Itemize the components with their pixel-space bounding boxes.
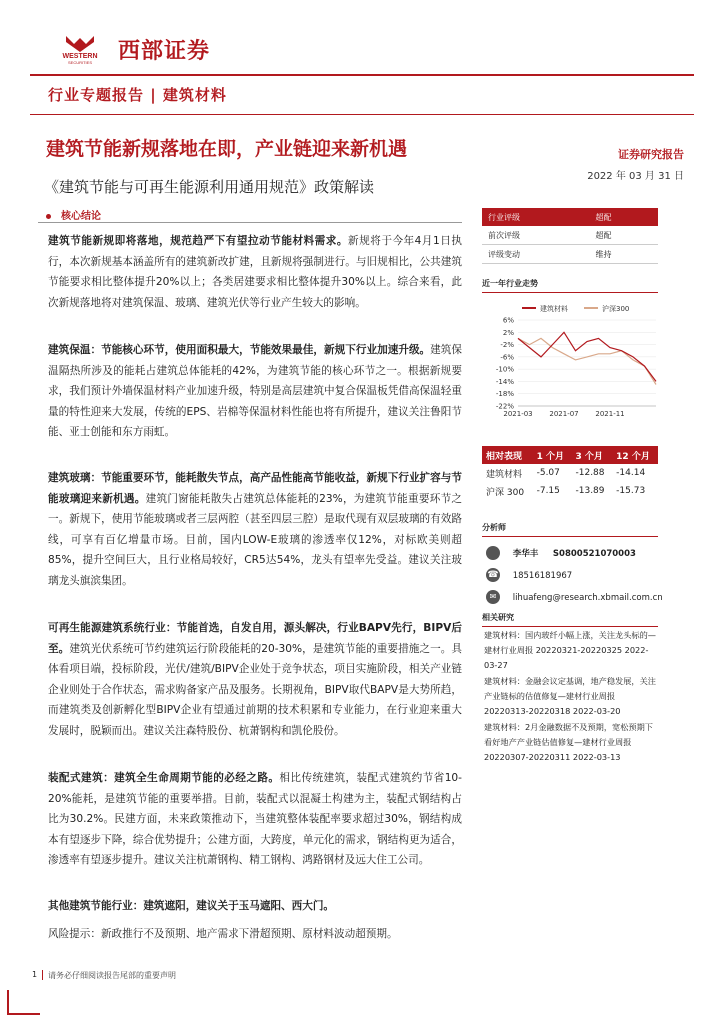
- rating-value: 超配: [590, 226, 658, 245]
- table-cell: -14.14: [616, 468, 646, 478]
- y-tick-label: -6%: [500, 353, 514, 362]
- table-cell: -13.89: [575, 486, 605, 496]
- legend-label: 沪深300: [602, 305, 630, 313]
- performance-header: 12 个月: [612, 446, 658, 464]
- analyst-name: 李华丰: [512, 548, 539, 559]
- table-cell: 建筑材料: [486, 469, 523, 480]
- y-tick-label: 2%: [502, 328, 514, 337]
- logo-en-sub: SECURITIES: [67, 60, 93, 64]
- bullet-icon: [46, 214, 51, 219]
- risk-note: 风险提示：新政推行不及预期、地产需求下滑超预期、原材料波动超预期。: [48, 928, 398, 940]
- chart-label: 近一年行业走势: [482, 279, 538, 288]
- paragraph: 建筑玻璃：节能重要环节，能耗散失节点，高产品性能高节能收益，新规下行业扩容与节能玻璃迎来新机遇。建筑门窗能耗散失占建筑总体能耗的23%，为建筑节能重要环节之一。新规下，使用节能玻璃或者三层两腔（甚至四层三腔）是取代现有双层玻璃的有效路线，可享有百亿增量市场。目前，国内LOW-E玻璃的渗透率仅12%，对标欧美则超85%，提升空间巨大，且行业格局较好，CR5达54%，龙头有望率先受益。建议关注玻璃龙头旗滨集团。: [48, 472, 463, 587]
- chart-divider: [482, 292, 658, 293]
- chart-series: [518, 332, 656, 384]
- analyst-divider: [482, 536, 658, 537]
- report-subtitle: 《建筑节能与可再生能源利用通用规范》政策解读: [44, 178, 375, 196]
- logo-en: WESTERN: [62, 53, 98, 60]
- chart-legend: [522, 304, 629, 313]
- performance-header: 1 个月: [533, 446, 572, 464]
- performance-header-row: [482, 446, 658, 464]
- rating-table: [482, 208, 658, 264]
- report-title: 建筑节能新规落地在即，产业链迎来新机遇: [46, 138, 408, 160]
- report-type: 证券研究报告: [618, 148, 684, 161]
- header-divider: [30, 74, 694, 76]
- table-cell: 沪深 300: [486, 487, 525, 498]
- rating-row: [482, 208, 658, 226]
- report-category: 行业专题报告 | 建筑材料: [48, 86, 227, 104]
- title-divider: [30, 114, 694, 115]
- paragraph: 可再生能源建筑系统行业：节能首选，自发自用，源头解决，行业BAPV先行，BIPV后至。建筑光伏系统可节约建筑运行阶段能耗的20-30%，是建筑节能的重要措施之一。具体看项目端，投标阶段，光伏/建筑/BIPV企业处于竞争状态，项目实施阶段，相关产业链企业则处于合作状态，需求购备家产品及服务。长期视角，BIPV取代BAPV是大势所趋，而建筑类及创新孵化型BIPV企业有望通过前期的技术积累和专业能力，在行业迎来重大发展时，脱颖而出。建议关注森特股份、杭萧钢构和凯伦股份。: [48, 622, 462, 737]
- analyst-row: [486, 546, 636, 560]
- rating-row: [482, 245, 658, 264]
- x-tick-label: 2021-03: [503, 410, 533, 418]
- report-date: 2022 年 03 月 31 日: [587, 171, 684, 182]
- rating-row: [482, 226, 658, 245]
- y-axis: [496, 317, 656, 411]
- y-tick-label: -14%: [495, 377, 514, 386]
- performance-header: 相对表现: [482, 446, 533, 464]
- logo-cn: 西部证券: [118, 39, 211, 64]
- industry-trend-chart: [482, 300, 662, 425]
- table-cell: -5.07: [536, 468, 560, 478]
- footer-note: 请务必仔细阅读报告尾部的重要声明: [48, 971, 176, 980]
- rating-label: 行业评级: [482, 208, 590, 226]
- email-row: [486, 590, 663, 604]
- corner-decoration: [0, 990, 40, 1024]
- y-tick-label: 6%: [502, 316, 514, 325]
- analyst-section: 分析师: [482, 523, 506, 532]
- table-row: [482, 464, 658, 482]
- table-cell: -7.15: [536, 486, 560, 496]
- paragraph: 建筑节能新规即将落地，规范趋严下有望拉动节能材料需求。新规将于今年4月1日执行，本次新规基本涵盖所有的建筑新改扩建，且新规将强制进行。与旧规相比，公共建筑节能要求相比整体提升20%以上；各类居建要求相比整体提升30%以上。综合来看，此次新规落地将对建筑保温、玻璃、建筑光伏等行业产生较大的影响。: [48, 235, 462, 309]
- person-icon: [486, 546, 500, 560]
- rating-label: 前次评级: [482, 226, 590, 245]
- analyst-cert: S0800521070003: [552, 548, 636, 559]
- y-tick-label: -18%: [495, 390, 514, 399]
- related-item[interactable]: 建筑材料：国内玻纤小幅上涨，关注龙头标的—建材行业周报 20220321-20220325 2022-03-27: [484, 630, 656, 670]
- performance-table: [482, 446, 658, 500]
- x-tick-label: 2021-07: [549, 410, 579, 418]
- company-logo: [48, 34, 112, 64]
- related-item[interactable]: 建筑材料：金融会议定基调，地产稳发展，关注产业链标的估值修复—建材行业周报 20220313-20220318 2022-03-20: [484, 676, 656, 716]
- table-row: [482, 482, 658, 500]
- table-cell: -15.73: [616, 486, 646, 496]
- phone-row: [486, 568, 572, 582]
- series-line: [518, 338, 656, 384]
- rating-value: 维持: [590, 245, 658, 264]
- table-cell: -12.88: [575, 468, 605, 478]
- x-tick-label: 2021-11: [595, 410, 625, 418]
- paragraph: 建筑保温：节能核心环节，使用面积最大，节能效果最佳，新规下行业加速升级。建筑保温隔热所涉及的能耗占建筑总体能耗的42%，为建筑节能的核心环节之一。根据新规要求，我们预计外墙保温材料产业加速升级，特别是高层建筑中复合保温板凭借高保温轻重量的特性迎来大发展，传统的EPS、岩棉等保温材料性能也将有所提升，建议关注鲁阳节能、亚士创能和东方雨虹。: [48, 344, 462, 438]
- performance-header: 3 个月: [572, 446, 613, 464]
- analyst-email[interactable]: lihuafeng@research.xbmail.com.cn: [512, 592, 663, 603]
- related-divider: [482, 626, 658, 627]
- paragraph: 其他建筑节能行业：建筑遮阳，建议关于玉马遮阳、西大门。: [48, 900, 335, 912]
- related-item[interactable]: 建筑材料：2月金融数据不及预期，宽松预期下看好地产产业链估值修复—建材行业周报 20220307-20220311 2022-03-13: [484, 722, 653, 762]
- y-tick-label: -2%: [500, 341, 514, 350]
- y-tick-label: -10%: [495, 365, 514, 374]
- x-axis: [503, 406, 656, 418]
- paragraph: 装配式建筑：建筑全生命周期节能的必经之路。相比传统建筑，装配式建筑约节省10-20%能耗，是建筑节能的重要举措。目前，装配式以混凝土构建为主，装配式钢结构占比为30.2%。民建方面，未来政策推动下，当建筑整体装配率要求超过30%，钢结构成本有望逐步下降，综合优势提升；公建方面，大跨度，单元化的需求，钢结构更为适合，渗透率有望逐步提升。建议关注杭萧钢构、精工钢构、鸿路钢材及远大住工公司。: [48, 772, 462, 866]
- footer-divider: [42, 970, 43, 980]
- phone-icon: ☎: [487, 570, 499, 580]
- legend-label: 建筑材料: [540, 305, 568, 313]
- rating-label: 评级变动: [482, 245, 590, 264]
- related-section: 相关研究: [482, 613, 514, 622]
- rating-value: 超配: [590, 208, 658, 226]
- section-heading: 核心结论: [46, 207, 101, 222]
- y-tick-label: -22%: [495, 402, 514, 411]
- mail-icon: ✉: [486, 590, 500, 604]
- analyst-phone: 18516181967: [512, 570, 573, 581]
- page-number: 1: [32, 970, 38, 979]
- section-divider: [38, 222, 462, 223]
